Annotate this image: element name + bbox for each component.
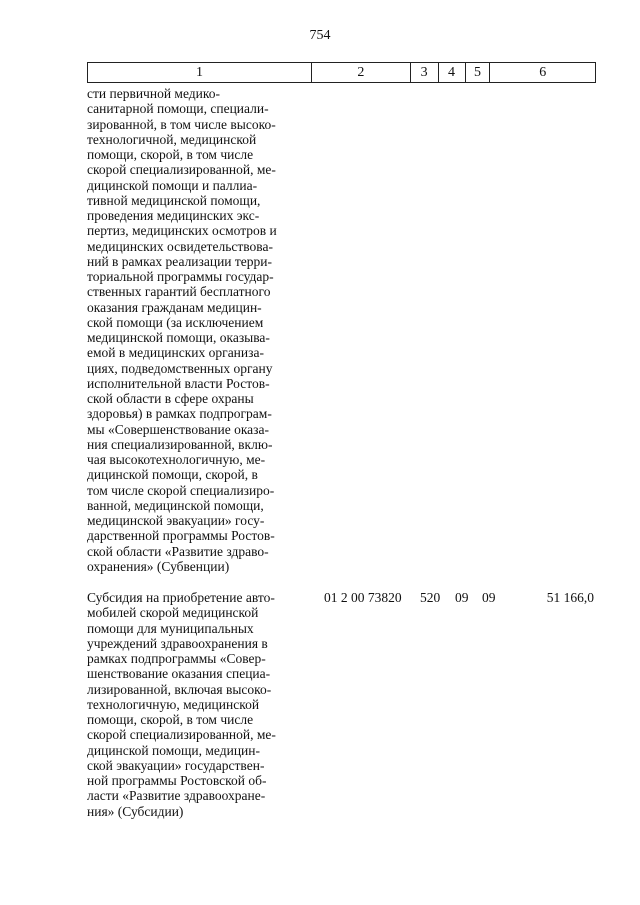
- row-amount: 51 166,0: [546, 590, 594, 605]
- header-col-1: 1: [88, 63, 312, 82]
- table-row: [87, 590, 596, 819]
- header-col-5: 5: [466, 63, 491, 82]
- row-expense-type: 520: [420, 590, 441, 605]
- row-target-code: 01 2 00 73820: [324, 590, 402, 605]
- row-section: 09: [455, 590, 469, 605]
- row-description: сти первичной медико- санитарной помощи, специали- зированной, в том числе высоко- технологичной, медицинской помощи, скорой, в том числе скорой специализированной, ме- дицинской помощи и паллиа- тивной медицинской помощи, проведения медицинских экс- пертиз, медицинских осмотров и медицинских освидетельствова- ний в рамках реализации терри- ториальной программы государ- ственных гарантий бесплатного оказания гражданам медицин- ской помощи (за исключением медицинской помощи, оказыва- емой в медицинских организа- циях, подведомственных органу исполнительной власти Ростов- ской области в сфере охраны здоровья) в рамках подпрограм- мы «Совершенствование оказа- ния специализированной, вклю- чая высокотехнологичную, ме- дицинской помощи, скорой, в том числе скорой специализиро- ванной, медицинской помощи, медицинской эвакуации» госу- дарственной программы Ростов- ской области «Развитие здраво- охранения» (Субвенции): [87, 86, 277, 574]
- header-col-2: 2: [312, 63, 411, 82]
- row-subsection: 09: [482, 590, 496, 605]
- row-description: Субсидия на приобретение авто- мобилей скорой медицинской помощи для муниципальных учреждений здравоохранения в рамках подпрограммы «Совер- шенствование оказания специа- лизированной, включая высоко- технологичную, медицинской помощи, скорой, в том числе скорой специализированной, ме- дицинской помощи, медицин- ской эвакуации» государствен- ной программы Ростовской об- ласти «Развитие здравоохране- ния» (Субсидии): [87, 590, 276, 819]
- header-col-4: 4: [439, 63, 466, 82]
- page-number: 754: [309, 28, 331, 43]
- header-col-3: 3: [411, 63, 439, 82]
- table-header: [87, 62, 596, 83]
- table-row: [87, 86, 596, 574]
- header-col-6: 6: [539, 65, 547, 80]
